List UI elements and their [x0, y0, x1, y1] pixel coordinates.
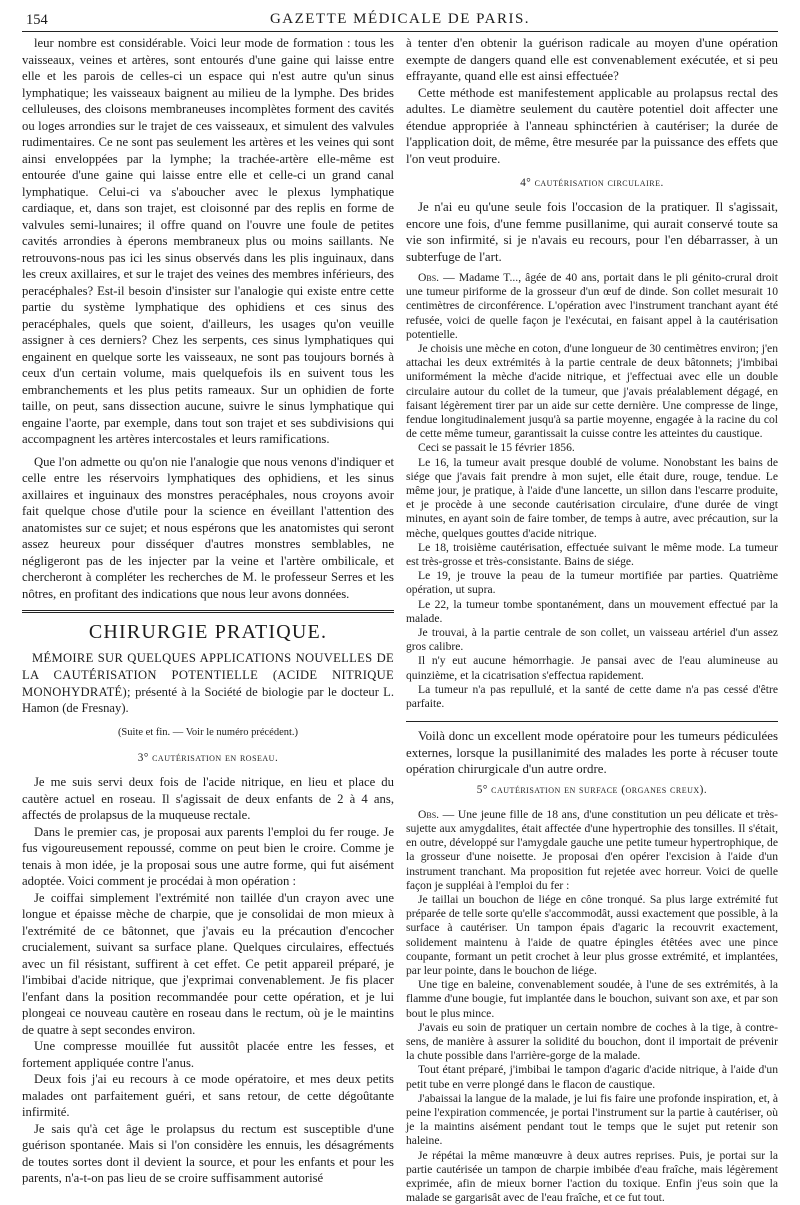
- heading-surface-cauterization: 5° cautérisation en surface (organes creux).: [476, 783, 708, 796]
- observation-paragraph: Je répétai la même manœuvre à deux autres reprises. Puis, je portai sur la partie cautérisée un tampon de charpie imbibée d'eau fraîche, mais légèrement exprimée, afin de mieux borner l'action du toxique. Enfin j'eus soin que la malade se gargarisât avec de l'eau fraîche, et ce fut tout.: [406, 1148, 778, 1205]
- observation-paragraph: Le 16, la tumeur avait presque doublé de volume. Nonobstant les bains de siége que j'avais fait prendre à mon sujet, elle était dure, rouge, tendue. Le même jour, je pratique, à l'aide d'une lancette, un sillon dans l'escarre produite, et je procède à une seconde cautérisation circulaire, d'une durée de vingt minutes, en ayant soin de faire tomber, de temps à autre, avec précaution, sur la mèche, quelques gouttes d'acide nitrique.: [406, 455, 778, 540]
- observation-label: Obs.: [418, 271, 440, 284]
- section-title: CHIRURGIE PRATIQUE.: [88, 621, 328, 643]
- left-intro-paragraph: Que l'on admette ou qu'on nie l'analogie que nous venons d'indiquer et celle entre les réservoirs lymphatiques des ophidiens, et les sinus axillaires et inguinaux des monstres peracéphales, nous croyons avoir fait quelque chose d'utile pour la science en éveillant l'attention des anatomistes sur ce sujet; et nous espérons que les anatomistes qui seront assez heureux pour disséquer d'autres monstres semblables, ne négligeront pas de les injecter par la veine et l'artère ombilicale, et chercheront à compléter les recherches de M. le professeur Serres et les nôtres, en profitant des indications que nous leur avons données.: [22, 454, 394, 601]
- observation-paragraph: Je choisis une mèche en coton, d'une longueur de 30 centimètres environ; j'en attachai les deux extrémités à la partie centrale de deux bâtonnets; j'imbibai uniformément la mèche d'acide nitrique, et j'effectuai avec elle un double circulaire autour du collet de la tumeur, que j'avais préalablement dégagé, en faisant légèrement tirer par un aide sur cette dernière. Une compresse de linge, fendue longitudinalement jusqu'à sa partie moyenne, engagée à la racine du col de cette même tumeur, garantissait la cuisse contre les atteintes du caustique.: [406, 342, 778, 441]
- continuation-paragraph: à tenter d'en obtenir la guérison radicale au moyen d'une opération exempte de dangers quand elle est convenablement exécutée, et si peu effrayante, quand elle est ainsi effectuée?: [406, 36, 778, 83]
- page-number: 154: [26, 12, 48, 28]
- observation-paragraph: J'abaissai la langue de la malade, je lui fis faire une profonde inspiration, et, à peine l'expiration commencée, je portai l'instrument sur la partie à cautériser, où je la maintins aisément pendant tout le temps que le sujet put retenir son haleine.: [406, 1091, 778, 1148]
- observation-paragraph: [406, 808, 778, 893]
- memoir-heading-caps: MÉMOIRE SUR QUELQUES APPLICATIONS NOUVELLES DE LA CAUTÉRISATION POTENTIELLE (ACIDE NITRIQUE MONOHYDRATÉ);: [22, 651, 394, 699]
- observation-paragraph: Le 22, la tumeur tombe spontanément, dans un mouvement effectué par la malade.: [406, 597, 778, 625]
- observation-paragraph: Le 19, je trouve la peau de la tumeur mortifiée par parties. Quatrième opération, ut supra.: [406, 569, 778, 597]
- body-paragraph: Je me suis servi deux fois de l'acide nitrique, en lieu et place du cautère actuel en roseau. Il s'agissait de deux enfants de 2 à 4 ans, affectés de prolapsus de la muqueuse rectale.: [22, 775, 394, 823]
- running-head: [22, 8, 778, 32]
- body-paragraph: Voilà donc un excellent mode opératoire pour les tumeurs pédiculées externes, lorsque la pusillanimité des malades les porte à récuser toute opération chirurgicale d'un autre ordre.: [406, 729, 778, 777]
- observation-paragraph: Je taillai un bouchon de liége en cône tronqué. Sa plus large extrémité fut préparée de telle sorte qu'elle s'accommodât, aussi exactement que possible, à la surface à cautériser. Un tampon épais d'agaric la recouvrit exactement, solidement maintenu à l'aide de quatre épingles étêtées avec une pince coupante, formant un petit crochet à leur plus grosse extrémité, et implantées, par leur pointe, dans le bouchon de liége.: [406, 893, 778, 978]
- body-paragraph: Une compresse mouillée fut aussitôt placée entre les fesses, et fortement appliquée contre l'anus.: [22, 1039, 394, 1070]
- body-paragraph: Deux fois j'ai eu recours à ce mode opératoire, et mes deux petits malades ont parfaitement guéri, et sans retour, de cette dégoûtante infirmité.: [22, 1072, 394, 1120]
- observation-label: Obs.: [418, 807, 440, 821]
- observation-paragraph: Ceci se passait le 15 février 1856.: [418, 441, 575, 455]
- left-intro-paragraph: leur nombre est considérable. Voici leur mode de formation : tous les vaisseaux, veines et artères, sont entourés d'une gaine qui laisse entre elle et les parois de celles-ci un espace qui n'est autre qu'un sinus lymphatique; les vaisseaux baignent au milieu de la lymphe. Des brides celluleuses, des cloisons membraneuses incomplètes forment des cavités ou loges arrondies sur le trajet de ces vaisseaux, et simulent des valvules rudimentaires. Ce ne sont pas seulement les artères et les veines qui sont ainsi enveloppées par la lymphe; la trachée-artère elle-même est entourée d'une gaine qui laisse entre elle et celle-ci un grand canal lymphatique. Celui-ci va s'aboucher avec le plexus lymphatique cardiaque, et, dans son trajet, est cloisonné par des replis en forme de valvules semi-lunaires; il offre quand on l'ouvre une foule de petites cavités arrondies à éperons membraneux plus ou moins saillants. Ne retrouvons-nous pas ici les sinus observés dans les plis inguinaux, dans les creux axillaires, et sur le trajet des veines des membres inférieurs, des peracéphales? Est-il besoin d'insister sur l'analogie qui existe entre cette partie du système lymphatique des ophidiens et ces sinus des peracéphales, quels que soient, d'ailleurs, les usages qu'on veuille assigner à ces derniers? Chez les serpents, ces sinus lymphatiques qui engainent en quelque sorte les vaisseaux, ne sont pas toujours bornés à ceux d'un certain volume, mais quelquefois ils en suivent tous les embranchements et les plus petits rameaux. Sur un ophidien de forte taille, on peut, sans dissection aucune, suivre le sinus lymphatique qui engaine l'aorte, par exemple, dans tout son trajet et ses subdivisions qui accompagnent les artères intercostales et leurs ramifications.: [22, 36, 394, 446]
- section-divider: [406, 721, 778, 722]
- observation-paragraph: Il n'y eut aucune hémorrhagie. Je pansai avec de l'eau alumineuse au quinzième, et la cicatrisation s'effectua rapidement.: [406, 654, 778, 682]
- observation-paragraph: Une tige en baleine, convenablement soudée, à l'une de ses extrémités, à la flamme d'une bougie, fut implantée dans le bouchon, suivant son axe, et par son bout le plus mince.: [406, 978, 778, 1020]
- memoir-heading: [22, 650, 394, 717]
- memoir-heading-rest: présenté à la Société de biologie par le docteur L. Hamon (de Fresnay).: [22, 684, 394, 716]
- observation-paragraph: Tout étant préparé, j'imbibai le tampon d'agaric d'acide nitrique, à l'aide d'un petit tube en verre plongé dans le flacon de caustique.: [406, 1063, 778, 1091]
- body-paragraph: Je sais qu'à cet âge le prolapsus du rectum est susceptible d'une guérison spontanée. Mais si l'on considère les ennuis, les désagréments de toutes sortes dont il devient la source, et pour les enfants et pour les parents, n'a-t-on pas lieu de se croire suffisamment autorisé: [22, 1121, 394, 1186]
- heading-circular-cauterization: 4° cautérisation circulaire.: [520, 177, 664, 189]
- section-divider: [22, 610, 394, 613]
- observation-paragraph: Le 18, troisième cautérisation, effectuée suivant le même mode. La tumeur est très-grosse et très-consistante. Bains de siége.: [406, 540, 778, 569]
- body-paragraph: Je coiffai simplement l'extrémité non taillée d'un crayon avec une longue et épaisse mèche de charpie, que je consolidai de mon mieux à l'extrémité de ce bâtonnet, que j'avais eu la précaution d'encocher crucialement, suivant sa surface plane. Quelques circulaires, effectués avec un fil résistant, suffirent à cet effet. Ce petit appareil préparé, je l'imbibai d'acide nitrique, que j'exprimai convenablement. Je fis placer l'enfant dans la position recommandée pour cette opération, et je lui plongeai ce nouveau cautère en roseau dans le rectum, où je le maintins de quatre à sept secondes environ.: [22, 890, 394, 1037]
- observation-paragraph: Je trouvai, à la partie centrale de son collet, un vaisseau artériel d'un assez gros calibre.: [406, 626, 778, 654]
- observation-paragraph: La tumeur n'a pas repullulé, et la santé de cette dame n'a pas cessé d'être parfaite.: [406, 682, 778, 711]
- journal-title: GAZETTE MÉDICALE DE PARIS.: [269, 11, 531, 27]
- right-column: [406, 35, 778, 1205]
- observation-paragraph: [406, 271, 778, 342]
- continued-note: (Suite et fin. — Voir le numéro précédent.): [117, 727, 299, 739]
- body-paragraph: Je n'ai eu qu'une seule fois l'occasion de la pratiquer. Il s'agissait, encore une fois, d'une femme pusillanime, qui aurait conservé toute sa vie son infirmité, si je n'avais eu recours, pour l'en débarrasser, à un subterfuge de l'art.: [406, 200, 778, 264]
- body-paragraph: Dans le premier cas, je proposai aux parents l'emploi du fer rouge. Je fus vigoureusement repoussé, comme on peut bien le croire. Comme je tenais à mon idée, je la proposai sous une autre forme, qui fut aisément adoptée. Voici comment je procédai à mon opération :: [22, 824, 394, 889]
- observation-text: — Une jeune fille de 18 ans, d'une constitution un peu délicate et très-sujette aux amygdalites, était affectée d'une hypertrophie des tonsilles. Il s'était, en outre, développé sur l'amygdale gauche une petite tumeur hypertrophique, de la grosseur d'une noisette. Je proposai d'en opérer l'excision à l'aide d'un instrument tranchant. Ma proposition fut rejetée avec horreur. Voici de quelle façon je suppléai à l'emploi du fer :: [406, 807, 778, 892]
- left-column: [22, 35, 394, 1186]
- body-paragraph: Cette méthode est manifestement applicable au prolapsus rectal des adultes. Le diamètre seulement du cautère potentiel doit affecter une étendue appropriée à l'anneau sphinctérien à cautériser; la durée de l'application doit, de même, être mesurée par la puissance des effets que l'on veut produire.: [406, 85, 778, 166]
- subsection-heading: 3° cautérisation en roseau.: [137, 752, 279, 765]
- observation-text: — Madame T..., âgée de 40 ans, portait dans le pli génito-crural droit une tumeur piriforme de la grosseur d'un œuf de dinde. Son collet mesurait 10 centimètres de circonférence. L'opération avec l'instrument tranchant ayant été refusée, voici de quelle façon je l'exécutai, en faisant appel à la cautérisation potentielle.: [406, 271, 778, 341]
- article-columns: [22, 35, 778, 1205]
- observation-paragraph: J'avais eu soin de pratiquer un certain nombre de coches à la tige, à contre-sens, de manière à assurer la solidité du bouchon, dont il importait de prévenir la chute possible dans l'arrière-gorge de la malade.: [406, 1020, 778, 1063]
